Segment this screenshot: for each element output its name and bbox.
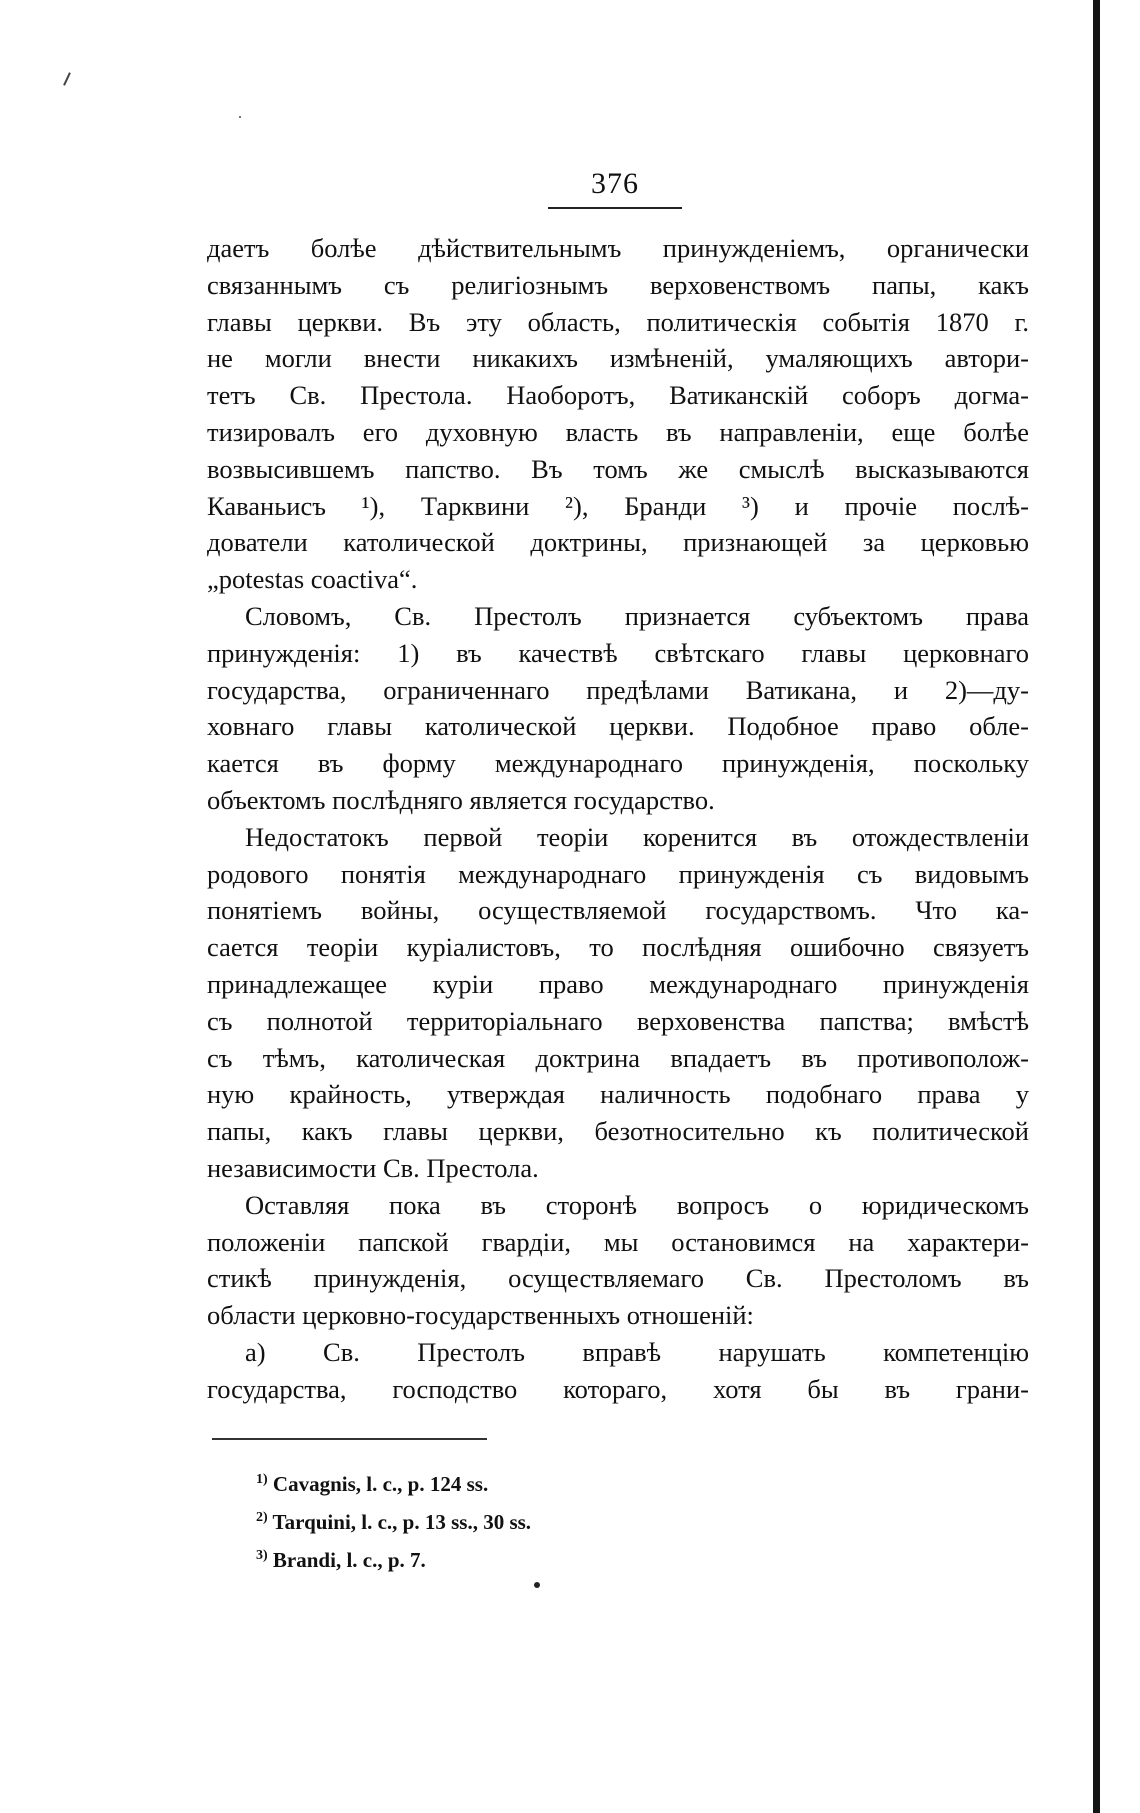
body-text <box>207 230 1029 1408</box>
footnote-mark: 2) <box>256 1510 268 1525</box>
text-line: съ тѣмъ, католическая доктрина впадаетъ въ противополож- <box>207 1042 1029 1073</box>
footnote-mark: 3) <box>256 1548 268 1563</box>
text-line: съ полнотой территоріальнаго верховенства папства; вмѣстѣ <box>207 1005 1029 1036</box>
scan-mark <box>63 72 71 86</box>
scan-speck <box>239 116 241 118</box>
text-line: не могли внести никакихъ измѣненій, умаляющихъ автори- <box>207 343 1029 374</box>
text-line: объектомъ послѣдняго является государство. <box>207 784 715 815</box>
text-line: Оставляя пока въ сторонѣ вопросъ о юридическомъ <box>245 1189 1029 1220</box>
footnote-separator <box>212 1438 487 1440</box>
text-line: государства, господство котораго, хотя бы въ грани- <box>207 1373 1029 1404</box>
text-line: родового понятія международнаго принужденія съ видовымъ <box>207 858 1029 889</box>
text-line: „potestas coactiva“. <box>207 564 418 595</box>
text-line: ховнаго главы католической церкви. Подобное право обле- <box>207 711 1029 742</box>
page-edge-border <box>1093 0 1100 1813</box>
footnote-mark: 1) <box>256 1472 268 1487</box>
stray-dot <box>534 1582 540 1588</box>
page-number-rule <box>548 207 682 209</box>
text-line: положеніи папской гвардіи, мы остановимся на характери- <box>207 1226 1029 1257</box>
footnotes <box>256 1463 531 1577</box>
text-line: ную крайность, утверждая наличность подобнаго права у <box>207 1079 1029 1110</box>
text-line: независимости Св. Престола. <box>207 1152 539 1183</box>
text-line: Словомъ, Св. Престолъ признается субъектомъ права <box>245 600 1029 631</box>
footnote-text: Tarquini, l. c., p. 13 ss., 30 ss. <box>272 1510 532 1534</box>
footnote <box>256 1501 531 1539</box>
text-line: области церковно-государственныхъ отношеній: <box>207 1300 754 1331</box>
text-line: дователи католической доктрины, признающей за церковью <box>207 527 1029 558</box>
text-line: кается въ форму международнаго принужденія, поскольку <box>207 748 1029 779</box>
text-line: папы, какъ главы церкви, безотносительно къ политической <box>207 1116 1029 1147</box>
text-line: связаннымъ съ религіознымъ верховенствомъ папы, какъ <box>207 269 1029 300</box>
text-line: принадлежащее куріи право международнаго принужденія <box>207 968 1029 999</box>
footnote <box>256 1539 531 1577</box>
text-line: тетъ Св. Престола. Наоборотъ, Ватиканскій соборъ догма- <box>207 380 1029 411</box>
text-line: даетъ болѣе дѣйствительнымъ принужденіемъ, органически <box>207 233 1029 263</box>
text-line: а) Св. Престолъ вправѣ нарушать компетенцію <box>245 1336 1029 1367</box>
text-line: тизировалъ его духовную власть въ направленіи, еще болѣе <box>207 416 1029 447</box>
footnote-text: Cavagnis, l. c., p. 124 ss. <box>272 1472 489 1496</box>
text-line: Недостатокъ первой теоріи коренится въ отождествленіи <box>245 821 1029 852</box>
text-line: принужденія: 1) въ качествѣ свѣтскаго главы церковнаго <box>207 637 1029 668</box>
page-number: 376 <box>591 167 639 200</box>
text-line: понятіемъ войны, осуществляемой государствомъ. Что ка- <box>207 895 1029 926</box>
footnote <box>256 1463 531 1501</box>
footnote-text: Brandi, l. c., p. 7. <box>272 1548 426 1572</box>
text-line: главы церкви. Въ эту область, политическія событія 1870 г. <box>207 306 1029 337</box>
text-line: Каваньисъ ¹), Тарквини ²), Бранди ³) и прочіе послѣ- <box>207 490 1029 521</box>
text-line: стикѣ принужденія, осуществляемаго Св. Престоломъ въ <box>207 1263 1029 1294</box>
text-line: возвысившемъ папство. Въ томъ же смыслѣ высказываются <box>207 453 1029 484</box>
text-line: государства, ограниченнаго предѣлами Ватикана, и 2)—ду- <box>207 674 1029 705</box>
text-line: сается теоріи куріалистовъ, то послѣдняя ошибочно связуетъ <box>207 932 1029 963</box>
